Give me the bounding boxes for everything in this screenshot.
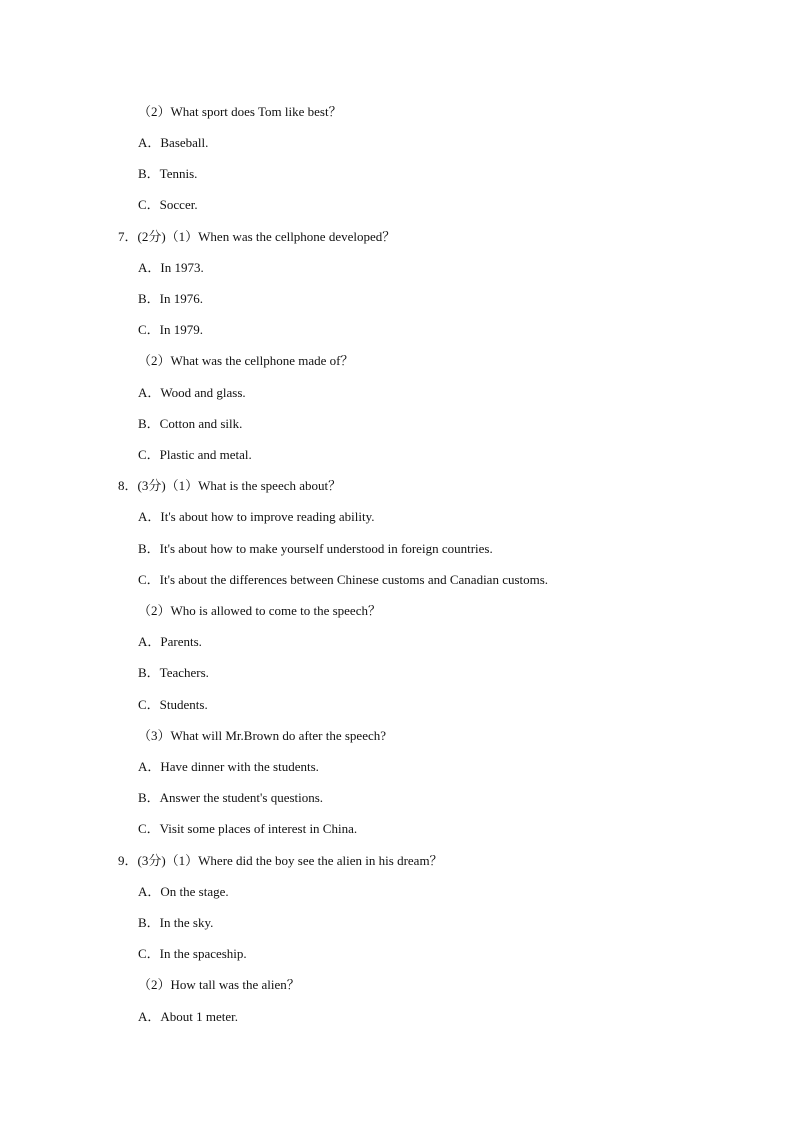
question-8-part-2: （2）Who is allowed to come to the speech？ [138,603,381,618]
option-b: B．Teachers. [138,665,209,680]
option-a: A．Parents. [138,634,202,649]
option-b: B．In the sky. [138,915,214,930]
option-c: C．In the spaceship. [138,946,247,961]
option-c: C．Visit some places of interest in China. [138,821,358,836]
option-a: A．Wood and glass. [138,385,246,400]
question-9-part-2: （2）How tall was the alien？ [138,977,300,992]
option-a: A．It's about how to improve reading ability. [138,509,375,524]
option-a: A．Have dinner with the students. [138,759,319,774]
question-7-part-2: （2）What was the cellphone made of？ [138,353,354,368]
question-8-part-3: （3）What will Mr.Brown do after the speech? [138,728,387,743]
option-a: A．In 1973. [138,260,204,275]
option-c: C．It's about the differences between Chinese customs and Canadian customs. [138,572,549,587]
option-a: A．Baseball. [138,135,209,150]
option-c: C．In 1979. [138,322,204,337]
question-6-part-2: （2）What sport does Tom like best？ [138,104,342,119]
option-a: A．On the stage. [138,884,229,899]
option-c: C．Soccer. [138,197,198,212]
option-c: C．Students. [138,697,208,712]
option-c: C．Plastic and metal. [138,447,252,462]
option-a: A．About 1 meter. [138,1009,239,1024]
option-b: B．It's about how to make yourself understood in foreign countries. [138,541,493,556]
question-9: 9．(3分)（1）Where did the boy see the alien in his dream？ [118,853,443,868]
option-b: B．Answer the student's questions. [138,790,324,805]
question-7: 7．(2分)（1）When was the cellphone developed？ [118,229,396,244]
question-8: 8．(3分)（1）What is the speech about？ [118,478,342,493]
option-b: B．In 1976. [138,291,204,306]
option-b: B．Cotton and silk. [138,416,243,431]
option-b: B．Tennis. [138,166,198,181]
